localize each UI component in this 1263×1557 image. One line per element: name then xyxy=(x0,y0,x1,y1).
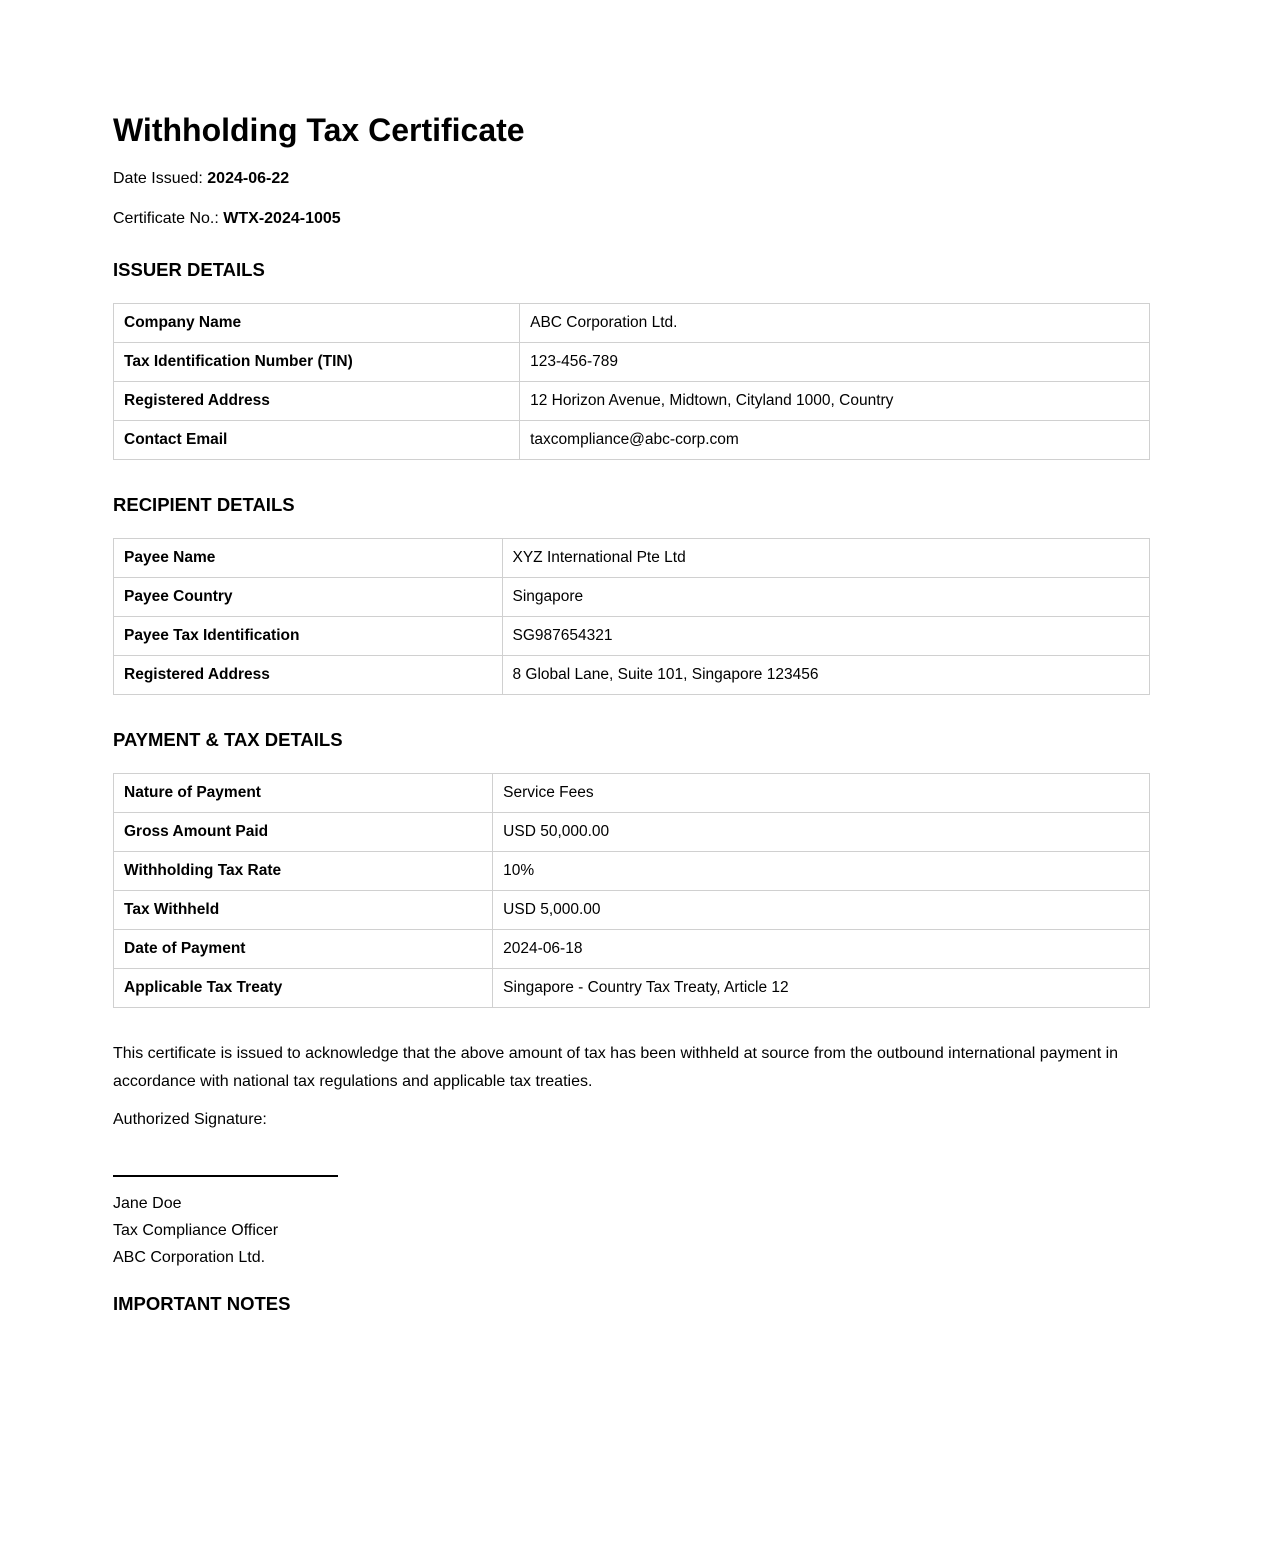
table-row xyxy=(114,539,1150,578)
date-issued-line xyxy=(113,167,1150,190)
recipient-details-table xyxy=(113,538,1150,695)
clipped-heading-important-notes: IMPORTANT NOTES xyxy=(113,1293,291,1314)
row-label: Payee Name xyxy=(114,539,503,578)
date-issued-label: Date Issued: xyxy=(113,170,203,187)
row-value: SG987654321 xyxy=(502,617,1150,656)
row-label: Registered Address xyxy=(114,382,520,421)
row-value: Service Fees xyxy=(493,774,1150,813)
row-value: Singapore - Country Tax Treaty, Article 12 xyxy=(493,969,1150,1008)
statement-paragraph: This certificate is issued to acknowledge that the above amount of tax has been withheld at source from the outbound international payment in accordance with national tax regulations and applicable tax treaties. xyxy=(113,1045,1119,1090)
signatory-name: Jane Doe xyxy=(113,1195,182,1212)
row-label: Company Name xyxy=(114,304,520,343)
table-row xyxy=(114,343,1150,382)
row-value: USD 50,000.00 xyxy=(493,813,1150,852)
row-value: 123-456-789 xyxy=(520,343,1150,382)
row-label: Registered Address xyxy=(114,656,503,695)
table-row xyxy=(114,304,1150,343)
certificate-no-line xyxy=(113,207,1150,230)
section-heading-issuer: ISSUER DETAILS xyxy=(113,259,265,280)
date-issued-value: 2024-06-22 xyxy=(207,170,290,187)
row-value: Singapore xyxy=(502,578,1150,617)
row-label: Contact Email xyxy=(114,421,520,460)
table-row xyxy=(114,656,1150,695)
row-label: Applicable Tax Treaty xyxy=(114,969,493,1008)
row-value: 10% xyxy=(493,852,1150,891)
row-label: Payee Tax Identification xyxy=(114,617,503,656)
table-row xyxy=(114,891,1150,930)
table-row xyxy=(114,852,1150,891)
row-value: 2024-06-18 xyxy=(493,930,1150,969)
row-value: XYZ International Pte Ltd xyxy=(502,539,1150,578)
issuer-details-table xyxy=(113,303,1150,460)
table-row xyxy=(114,774,1150,813)
payment-tax-details-table xyxy=(113,773,1150,1008)
row-label: Tax Withheld xyxy=(114,891,493,930)
table-row xyxy=(114,421,1150,460)
signature-block xyxy=(113,1190,1150,1271)
authorized-signature-label: Authorized Signature: xyxy=(113,1111,267,1128)
row-value: taxcompliance@abc-corp.com xyxy=(520,421,1150,460)
row-value: 12 Horizon Avenue, Midtown, Cityland 1000, Country xyxy=(520,382,1150,421)
section-heading-recipient: RECIPIENT DETAILS xyxy=(113,494,295,515)
table-row xyxy=(114,813,1150,852)
row-value: USD 5,000.00 xyxy=(493,891,1150,930)
page-title: Withholding Tax Certificate xyxy=(113,112,525,148)
row-label: Tax Identification Number (TIN) xyxy=(114,343,520,382)
row-label: Nature of Payment xyxy=(114,774,493,813)
table-row xyxy=(114,969,1150,1008)
table-row xyxy=(114,617,1150,656)
row-value: 8 Global Lane, Suite 101, Singapore 123456 xyxy=(502,656,1150,695)
row-label: Gross Amount Paid xyxy=(114,813,493,852)
table-row xyxy=(114,578,1150,617)
certificate-no-label: Certificate No.: xyxy=(113,210,219,227)
row-label: Date of Payment xyxy=(114,930,493,969)
signatory-title: Tax Compliance Officer xyxy=(113,1222,279,1239)
section-heading-payment: PAYMENT & TAX DETAILS xyxy=(113,729,343,750)
table-row xyxy=(114,930,1150,969)
row-value: ABC Corporation Ltd. xyxy=(520,304,1150,343)
certificate-no-value: WTX-2024-1005 xyxy=(223,210,341,227)
table-row xyxy=(114,382,1150,421)
row-label: Withholding Tax Rate xyxy=(114,852,493,891)
row-label: Payee Country xyxy=(114,578,503,617)
signature-line xyxy=(113,1175,338,1177)
signatory-company: ABC Corporation Ltd. xyxy=(113,1249,266,1266)
